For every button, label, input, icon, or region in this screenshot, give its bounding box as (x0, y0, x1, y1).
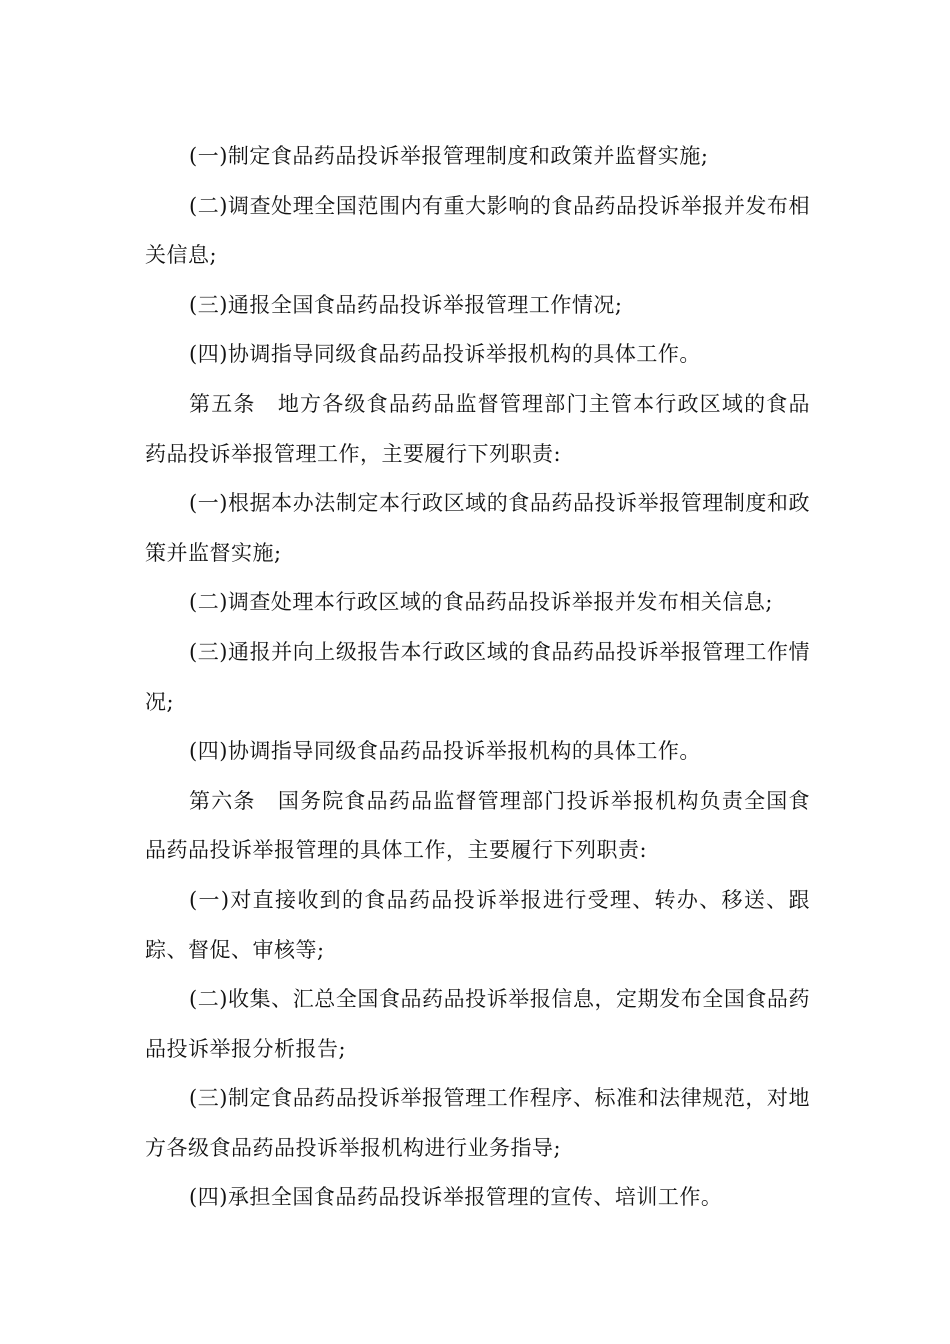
article-5-paragraph: 第五条 地方各级食品药品监督管理部门主管本行政区域的食品药品投诉举报管理工作，主要履行下列职责: (145, 391, 810, 466)
paragraph: (二)调查处理本行政区域的食品药品投诉举报并发布相关信息; (189, 590, 773, 615)
paragraph: (二)调查处理全国范围内有重大影响的食品药品投诉举报并发布相关信息; (145, 193, 810, 268)
paragraph: (三)通报并向上级报告本行政区域的食品药品投诉举报管理工作情况; (145, 639, 810, 714)
article-6-paragraph: 第六条 国务院食品药品监督管理部门投诉举报机构负责全国食品药品投诉举报管理的具体工作，主要履行下列职责: (145, 788, 810, 863)
paragraph: (四)承担全国食品药品投诉举报管理的宣传、培训工作。 (189, 1185, 723, 1210)
paragraph: (一)对直接收到的食品药品投诉举报进行受理、转办、移送、跟踪、督促、审核等; (145, 887, 810, 962)
paragraph: (三)通报全国食品药品投诉举报管理工作情况; (189, 292, 623, 317)
paragraph: (一)根据本办法制定本行政区域的食品药品投诉举报管理制度和政策并监督实施; (145, 491, 810, 565)
document-body (145, 132, 810, 1223)
paragraph: (一)制定食品药品投诉举报管理制度和政策并监督实施; (189, 144, 709, 168)
paragraph: (四)协调指导同级食品药品投诉举报机构的具体工作。 (189, 739, 701, 764)
paragraph: (三)制定食品药品投诉举报管理工作程序、标准和法律规范，对地方各级食品药品投诉举报机构进行业务指导; (145, 1086, 810, 1160)
paragraph: (二)收集、汇总全国食品药品投诉举报信息，定期发布全国食品药品投诉举报分析报告; (145, 987, 810, 1061)
paragraph: (四)协调指导同级食品药品投诉举报机构的具体工作。 (189, 342, 701, 367)
